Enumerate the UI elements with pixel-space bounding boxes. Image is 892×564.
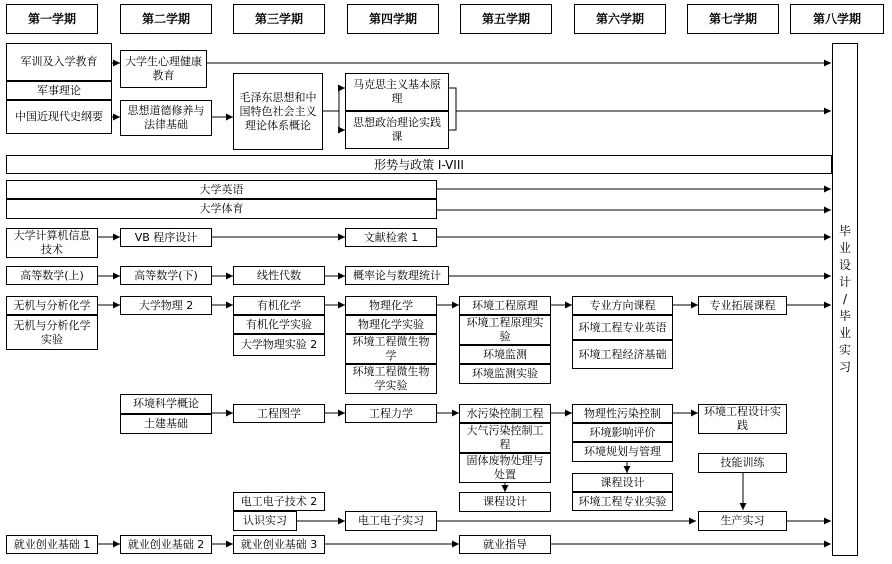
graduation-char-8: 实 (838, 343, 851, 357)
course-env-eng-principles-lab: 环境工程原理实验 (459, 315, 551, 345)
course-literature-search: 文献检索 1 (345, 228, 437, 247)
course-professional-english: 环境工程专业英语 (572, 315, 673, 340)
course-physical-pollution: 物理性污染控制 (572, 404, 673, 423)
course-physical-chem-lab: 物理化学实验 (345, 315, 437, 334)
course-specialty-extension: 专业拓展课程 (698, 296, 787, 315)
course-physical-chem: 物理化学 (345, 296, 437, 315)
course-air-pollution: 大气污染控制工程 (459, 423, 551, 453)
course-microbiology: 环境工程微生物学 (345, 334, 437, 364)
course-career-2: 就业创业基础 2 (120, 535, 212, 554)
course-military-theory: 军事理论 (6, 81, 112, 100)
semester-header-4: 第四学期 (347, 4, 439, 34)
course-mao-theory: 毛泽东思想和中国特色社会主义理论体系概论 (233, 73, 323, 150)
course-inorganic-chem: 无机与分析化学 (6, 296, 98, 315)
course-production-practice: 生产实习 (698, 511, 787, 531)
course-college-pe: 大学体育 (6, 199, 437, 219)
course-physics-lab-2: 大学物理实验 2 (233, 334, 325, 356)
course-electrical-2: 电工电子技术 2 (233, 492, 325, 511)
course-college-english: 大学英语 (6, 180, 437, 199)
semester-header-2: 第二学期 (120, 4, 212, 34)
course-career-3: 就业创业基础 3 (233, 535, 325, 554)
course-probability-stats: 概率论与数理统计 (345, 266, 449, 285)
course-career-guidance: 就业指导 (459, 535, 551, 554)
course-design-6: 课程设计 (572, 473, 673, 492)
course-organic-chem: 有机化学 (233, 296, 325, 315)
course-skills-training: 技能训练 (698, 453, 787, 473)
course-env-eng-principles: 环境工程原理 (459, 296, 551, 315)
course-situation-policy: 形势与政策 I-VIII (6, 155, 832, 174)
semester-header-5: 第五学期 (460, 4, 552, 34)
course-computer-info: 大学计算机信息技术 (6, 228, 98, 258)
course-career-1: 就业创业基础 1 (6, 535, 98, 554)
course-engineering-mechanics: 工程力学 (345, 404, 437, 423)
course-specialty-direction: 专业方向课程 (572, 296, 673, 315)
course-cognition-practice: 认识实习 (233, 511, 297, 531)
course-env-impact-assessment: 环境影响评价 (572, 423, 673, 442)
semester-header-1: 第一学期 (6, 4, 98, 34)
course-marxism: 马克思主义基本原理 (345, 73, 449, 111)
graduation-char-3: 设 (838, 258, 851, 272)
course-modern-history: 中国近现代史纲要 (6, 100, 112, 134)
graduation-char-6: 毕 (838, 309, 851, 323)
course-env-monitoring: 环境监测 (459, 345, 551, 364)
course-linear-algebra: 线性代数 (233, 266, 325, 285)
course-civil-basics: 土建基础 (120, 414, 212, 434)
course-professional-lab: 环境工程专业实验 (572, 492, 673, 511)
course-engineering-drawing: 工程图学 (233, 404, 325, 423)
course-inorganic-chem-lab: 无机与分析化学实验 (6, 315, 98, 350)
graduation-char-7: 业 (838, 326, 851, 340)
course-adv-math-2: 高等数学(下) (120, 266, 212, 285)
graduation-char-5: / (842, 292, 848, 306)
semester-header-8: 第八学期 (790, 4, 884, 34)
graduation-char-4: 计 (838, 275, 851, 289)
semester-header-7: 第七学期 (687, 4, 779, 34)
course-microbiology-lab: 环境工程微生物学实验 (345, 364, 437, 394)
semester-header-6: 第六学期 (574, 4, 666, 34)
graduation-char-2: 业 (838, 241, 851, 255)
course-env-planning: 环境规划与管理 (572, 442, 673, 462)
bracket-right-marx (449, 88, 456, 130)
course-electrical-practice: 电工电子实习 (345, 511, 437, 531)
course-adv-math-1: 高等数学(上) (6, 266, 98, 285)
course-env-economics: 环境工程经济基础 (572, 340, 673, 369)
course-solid-waste: 固体废物处理与处置 (459, 453, 551, 483)
course-vb-programming: VB 程序设计 (120, 228, 212, 247)
course-organic-chem-lab: 有机化学实验 (233, 315, 325, 334)
course-ethics-law: 思想道德修养与法律基础 (120, 100, 212, 136)
course-design-5: 课程设计 (459, 492, 551, 512)
course-politics-practice: 思想政治理论实践课 (345, 111, 449, 149)
graduation-char-1: 毕 (838, 224, 851, 238)
course-env-science-intro: 环境科学概论 (120, 394, 212, 414)
course-physics-2: 大学物理 2 (120, 296, 212, 315)
course-mental-health: 大学生心理健康教育 (120, 50, 207, 88)
semester-header-3: 第三学期 (233, 4, 325, 34)
course-env-design-practice: 环境工程设计实践 (698, 404, 787, 434)
course-graduation-project (832, 43, 858, 556)
course-water-pollution: 水污染控制工程 (459, 404, 551, 423)
course-env-monitoring-lab: 环境监测实验 (459, 364, 551, 384)
graduation-char-9: 习 (838, 360, 851, 374)
course-military-education: 军训及入学教育 (6, 43, 112, 81)
